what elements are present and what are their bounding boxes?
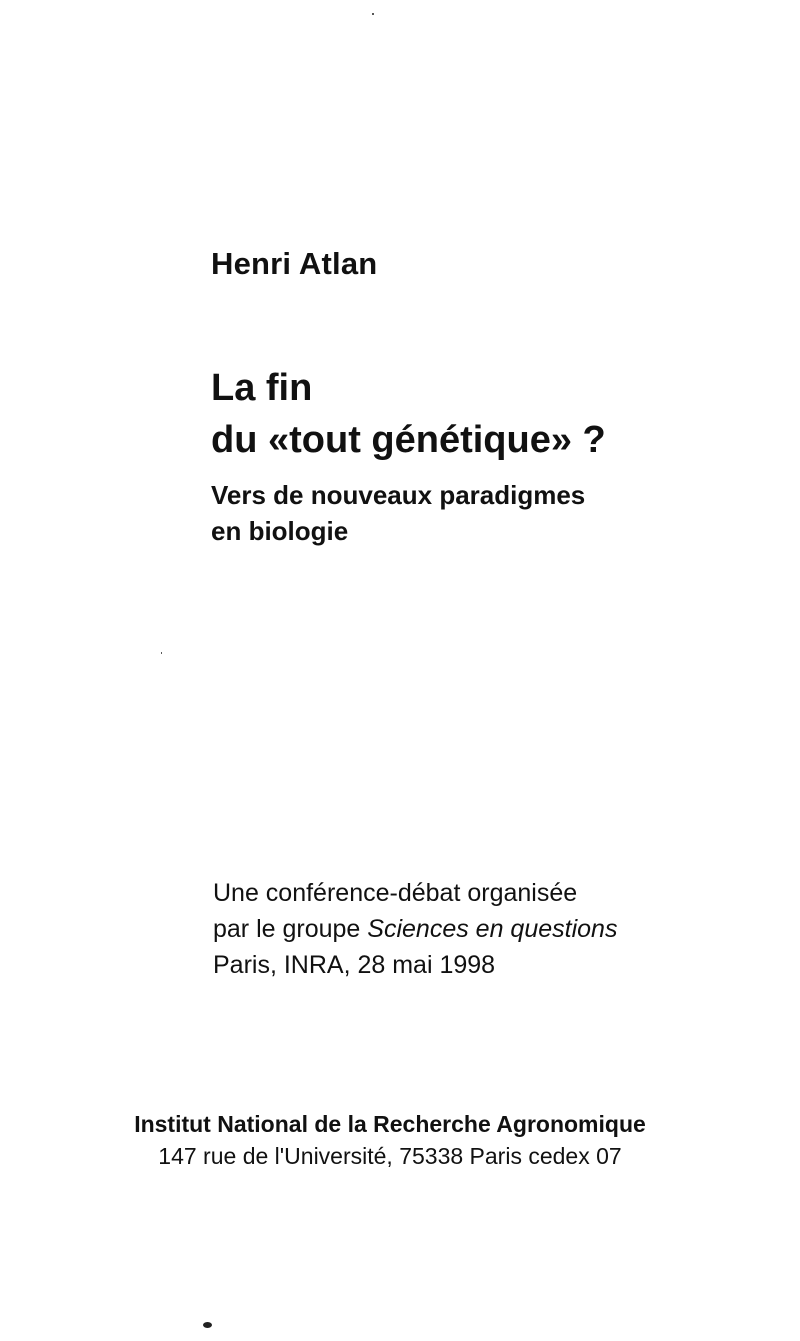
book-subtitle-line-2: en biologie xyxy=(211,516,349,546)
scan-speck xyxy=(203,1322,212,1328)
publisher-name: Institut National de la Recherche Agronomique xyxy=(134,1111,646,1137)
conference-line-1: Une conférence-débat organisée xyxy=(213,879,578,907)
book-subtitle xyxy=(211,477,585,549)
conference-info xyxy=(213,875,617,983)
scan-speck xyxy=(161,652,162,654)
scan-speck xyxy=(372,13,374,15)
publisher-address: 147 rue de l'Université, 75338 Paris cedex 07 xyxy=(158,1143,622,1169)
conference-line-2 xyxy=(213,911,617,947)
conference-line-3: Paris, INRA, 28 mai 1998 xyxy=(213,951,496,979)
conference-group-prefix: par le groupe xyxy=(213,915,368,943)
conference-group-name: Sciences en questions xyxy=(367,915,618,943)
publisher-block xyxy=(0,1108,780,1172)
author-name: Henri Atlan xyxy=(211,246,378,281)
book-subtitle-line-1: Vers de nouveaux paradigmes xyxy=(211,480,586,510)
book-title-line-2: du «tout génétique» ? xyxy=(211,419,606,461)
book-title xyxy=(211,362,606,466)
book-title-line-1: La fin xyxy=(211,367,313,409)
